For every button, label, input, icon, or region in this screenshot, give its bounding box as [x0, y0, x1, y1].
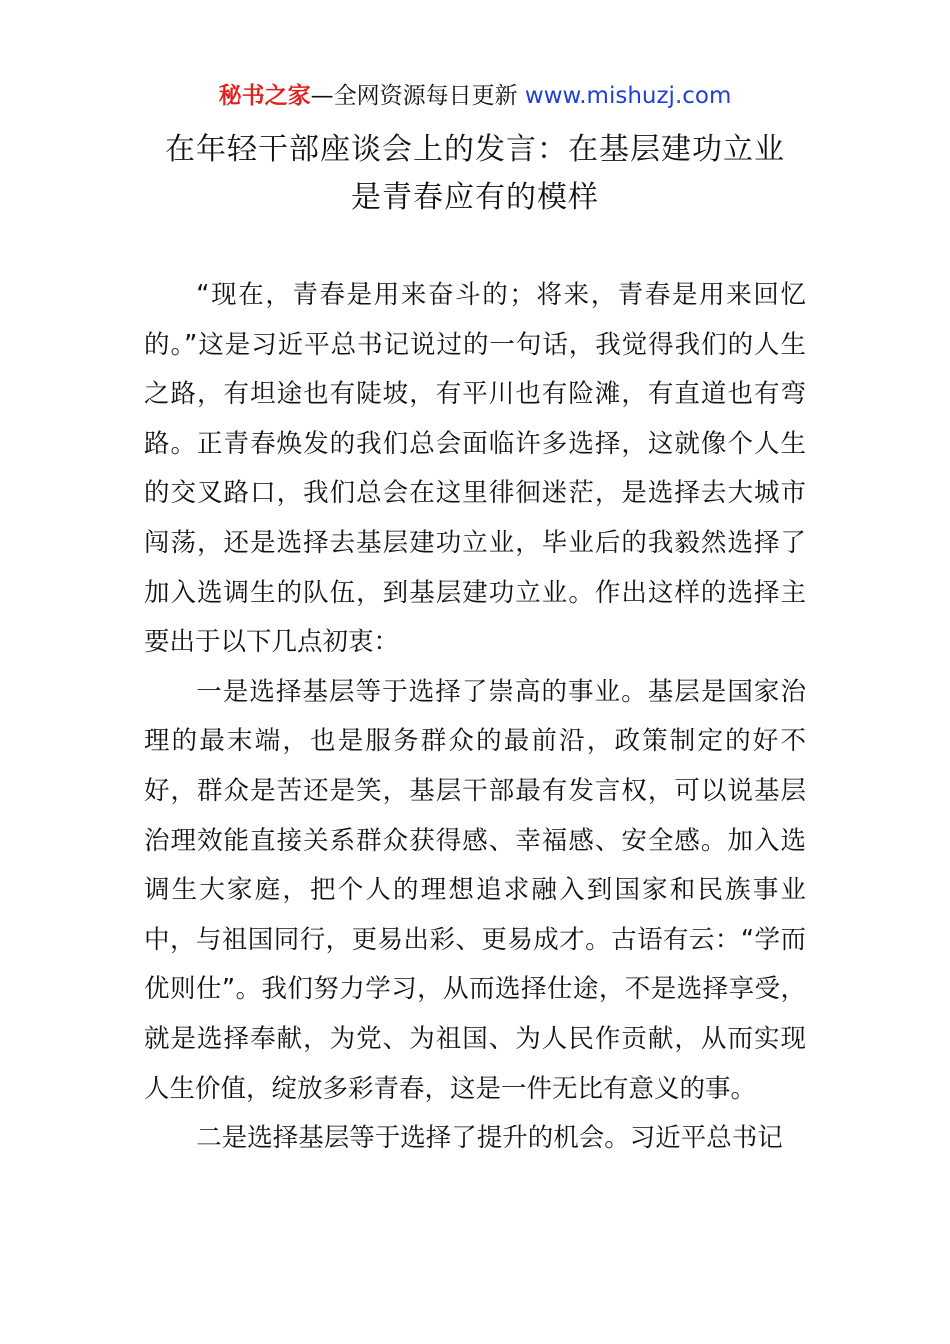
site-tagline: —全网资源每日更新 [310, 83, 525, 109]
body-paragraph: 一是选择基层等于选择了崇高的事业。基层是国家治理的最末端，也是服务群众的最前沿，政策制定的好不好，群众是苦还是笑，基层干部最有发言权，可以说基层治理效能直接关系群众获得感、幸福感、安全感。加入选调生大家庭，把个人的理想追求融入到国家和民族事业中，与祖国同行，更易出彩、更易成才。古语有云：“学而优则仕”。我们努力学习，从而选择仕途，不是选择享受，就是选择奉献，为党、为祖国、为人民作贡献，从而实现人生价值，绽放多彩青春，这是一件无比有意义的事。 [144, 676, 806, 1104]
body-paragraph: 二是选择基层等于选择了提升的机会。习近平总书记 [196, 1123, 783, 1154]
site-brand: 秘书之家 [218, 83, 311, 109]
body-paragraph: “现在，青春是用来奋斗的；将来，青春是用来回忆的。”这是习近平总书记说过的一句话，我觉得我们的人生之路，有坦途也有陡坡，有平川也有险滩，有直道也有弯路。正青春焕发的我们总会面临许多选择，这就像个人生的交叉路口，我们总会在这里徘徊迷茫，是选择去大城市闯荡，还是选择去基层建功立业，毕业后的我毅然选择了加入选调生的队伍，到基层建功立业。作出这样的选择主要出于以下几点初衷： [144, 280, 806, 658]
title-line-2: 是青春应有的模样 [351, 180, 599, 215]
document-body [144, 271, 806, 1164]
site-url-link[interactable]: www.mishuzj.com [524, 83, 732, 109]
title-line-1: 在年轻干部座谈会上的发言：在基层建功立业 [165, 132, 785, 167]
document-title [0, 126, 950, 222]
site-header [0, 80, 950, 112]
